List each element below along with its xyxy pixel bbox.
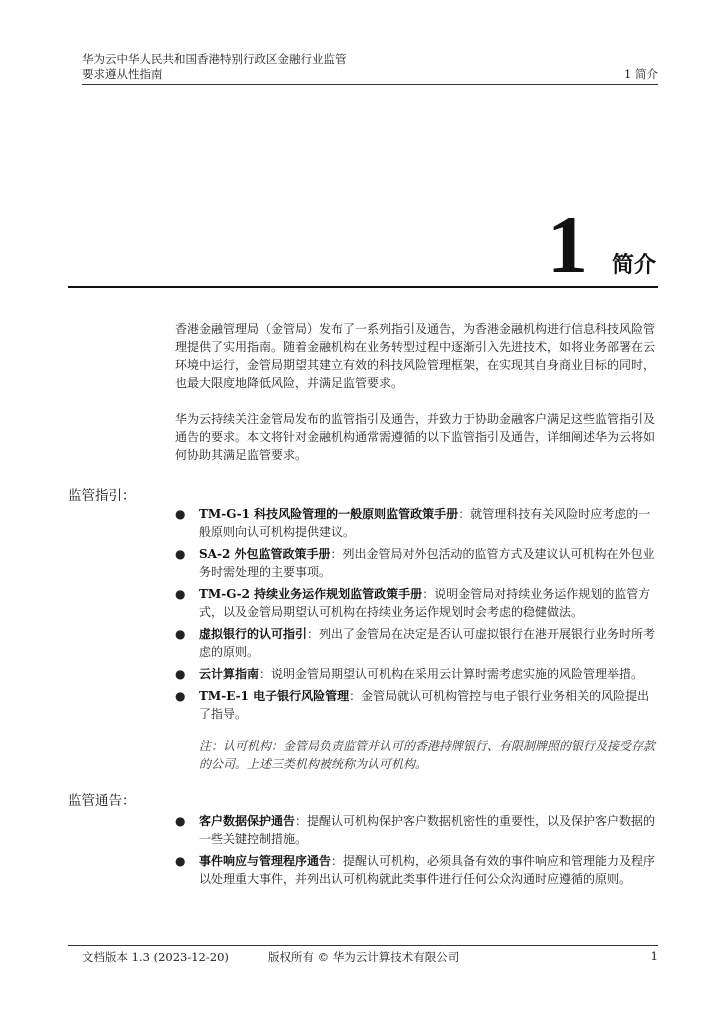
chapter-title: 简介 <box>611 253 656 278</box>
circulars-heading: 监管通告： <box>68 793 136 809</box>
item-desc: ：说明金管局期望认可机构在采用云计算时需考虑实施的风险管理举措。 <box>259 667 644 681</box>
circulars-list <box>175 812 660 892</box>
header-section: 1 简介 <box>624 67 658 81</box>
bullet-icon: ● <box>175 547 186 561</box>
bullet-icon: ● <box>175 814 186 828</box>
list-item <box>175 625 660 661</box>
intro-paragraph-1: 香港金融管理局（金管局）发布了一系列指引及通告，为香港金融机构进行信息科技风险管理提供了实用指南。随着金融机构在业务转型过程中逐渐引入先进技术，如将业务部署在云环境中运行，金管局期望其建立有效的科技风险管理框架，在实现其自身商业目标的同时，也最大限度地降低风险，并满足监管要求。 <box>175 322 656 390</box>
guidelines-note: 注：认可机构：金管局负责监管并认可的香港持牌银行、有限制牌照的银行及接受存款的公司。上述三类机构被统称为认可机构。 <box>199 739 656 771</box>
bullet-icon: ● <box>175 587 186 601</box>
list-item <box>175 812 660 848</box>
item-desc: ：列出金管局对外包活动的监管方式及建议认可机构在外包业务时需处理的主要事项。 <box>199 547 655 579</box>
chapter-heading <box>546 199 656 290</box>
item-desc: ：提醒认可机构，必须具备有效的事件响应和管理能力及程序以处理重大事件，并列出认可机构就此类事件进行任何公众沟通时应遵循的原则。 <box>199 854 656 886</box>
item-term: 虚拟银行的认可指引 <box>199 627 308 641</box>
bullet-icon: ● <box>175 627 186 641</box>
guidelines-list <box>175 505 660 727</box>
bullet-icon: ● <box>175 667 186 681</box>
list-item <box>175 687 660 723</box>
chapter-number: 1 <box>546 199 588 290</box>
page-footer <box>82 949 658 965</box>
item-desc: ：金管局就认可机构管控与电子银行业务相关的风险提出了指导。 <box>199 689 650 721</box>
item-desc: ：就管理科技有关风险时应考虑的一般原则向认可机构提供建议。 <box>199 507 651 539</box>
list-item <box>175 852 660 888</box>
list-item <box>175 505 660 541</box>
header-divider <box>82 84 658 85</box>
item-term: SA-2 外包监管政策手册 <box>199 547 331 561</box>
list-item <box>175 545 660 581</box>
page-number: 1 <box>650 949 658 963</box>
header-doc-title-line1: 华为云中华人民共和国香港特别行政区金融行业监管 <box>82 52 347 66</box>
list-item <box>175 585 660 621</box>
bullet-icon: ● <box>175 854 186 868</box>
item-desc: ：说明金管局对持续业务运作规划的监管方式，以及金管局期望认可机构在持续业务运作规划时会考虑的稳健做法。 <box>199 587 651 619</box>
item-desc: ：列出了金管局在决定是否认可虚拟银行在港开展银行业务时所考虑的原则。 <box>199 627 656 659</box>
doc-version: 文档版本 1.3 (2023-12-20) <box>82 950 229 964</box>
footer-divider <box>68 945 658 946</box>
item-term: TM-G-1 科技风险管理的一般原则监管政策手册 <box>199 507 459 521</box>
item-term: 事件响应与管理程序通告 <box>199 854 332 868</box>
guidelines-heading: 监管指引： <box>68 488 136 504</box>
page-header <box>82 52 658 82</box>
item-term: 云计算指南 <box>199 667 260 681</box>
item-term: 客户数据保护通告 <box>199 814 296 828</box>
item-desc: ：提醒认可机构保护客户数据机密性的重要性，以及保护客户数据的一些关键控制措施。 <box>199 814 656 846</box>
bullet-icon: ● <box>175 507 186 521</box>
chapter-divider <box>68 286 658 288</box>
intro-paragraph-2: 华为云持续关注金管局发布的监管指引及通告，并致力于协助金融客户满足这些监管指引及通告的要求。本文将针对金融机构通常需遵循的以下监管指引及通告，详细阐述华为云将如何协助其满足监管要求。 <box>175 412 656 462</box>
item-term: TM-G-2 持续业务运作规划监管政策手册 <box>199 587 423 601</box>
bullet-icon: ● <box>175 689 186 703</box>
list-item <box>175 665 660 683</box>
header-doc-title-line2: 要求遵从性指南 <box>82 67 163 81</box>
item-term: TM-E-1 电子银行风险管理 <box>199 689 350 703</box>
copyright: 版权所有 © 华为云计算技术有限公司 <box>268 950 460 964</box>
